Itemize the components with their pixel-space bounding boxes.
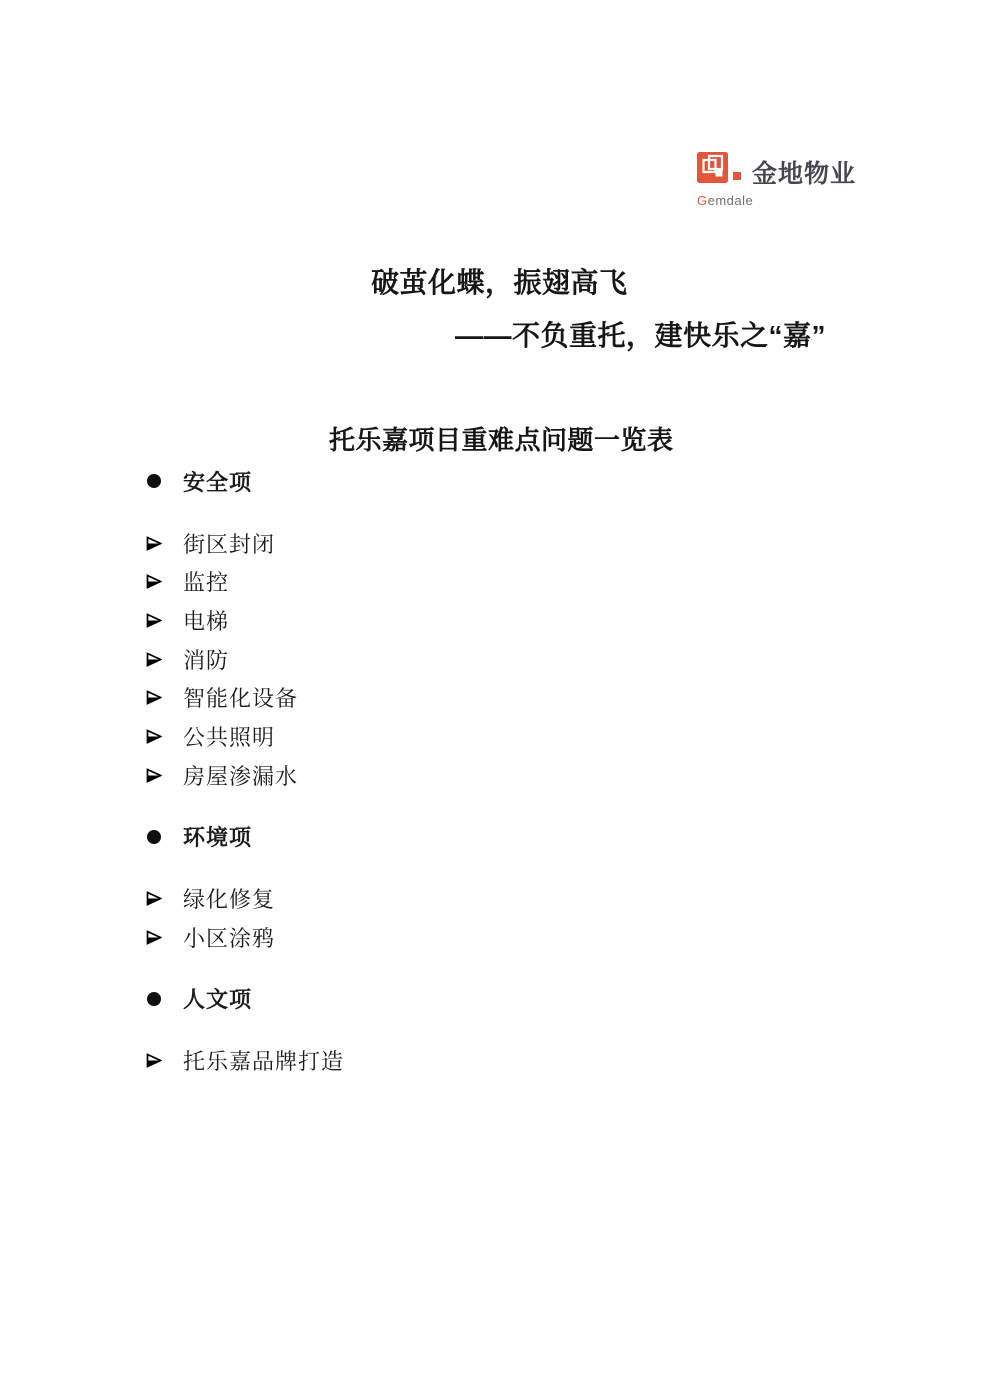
list-item (146, 640, 344, 679)
arrow-bullet-icon (146, 729, 162, 744)
list-item (146, 818, 344, 857)
list-item (146, 879, 344, 918)
list-item-label: 公共照明 (183, 724, 276, 750)
list-item-label: 监控 (183, 570, 230, 596)
arrow-bullet-icon (146, 1053, 162, 1068)
list-item-label: 智能化设备 (183, 686, 299, 712)
list-item (146, 524, 344, 563)
disc-bullet-icon (146, 474, 162, 488)
arrow-bullet-icon (146, 690, 162, 705)
list-item-label: 房屋渗漏水 (183, 763, 299, 789)
gemdale-logo-icon (697, 151, 741, 185)
list-item-label: 人文项 (183, 987, 253, 1013)
list-item-label: 托乐嘉品牌打造 (183, 1049, 345, 1075)
list-item (146, 678, 344, 717)
list-item-label: 绿化修复 (183, 887, 276, 913)
list-item (146, 462, 344, 501)
list-item-label: 消防 (183, 647, 230, 673)
list-item (146, 1041, 344, 1080)
logo-brand-en: Gemdale (697, 193, 754, 208)
list-item-label: 街区封闭 (183, 531, 276, 557)
list-item (146, 980, 344, 1019)
list-item (146, 601, 344, 640)
section-heading: 托乐嘉项目重难点问题一览表 (329, 425, 674, 455)
document-subtitle: ——不负重托，建快乐之“嘉” (455, 320, 827, 351)
arrow-bullet-icon (146, 768, 162, 783)
arrow-bullet-icon (146, 574, 162, 589)
disc-bullet-icon (146, 992, 162, 1006)
arrow-bullet-icon (146, 652, 162, 667)
list-item (146, 918, 344, 957)
arrow-bullet-icon (146, 613, 162, 628)
list-item (146, 717, 344, 756)
logo-brand-cn: 金地物业 (752, 160, 857, 188)
list-item-label: 安全项 (183, 469, 253, 495)
list-item-label: 电梯 (183, 608, 230, 634)
disc-bullet-icon (146, 830, 162, 844)
arrow-bullet-icon (146, 891, 162, 906)
list-item-label: 环境项 (183, 825, 253, 851)
list-item (146, 562, 344, 601)
document-title: 破茧化蝶，振翅高飞 (371, 267, 628, 298)
list-item (146, 756, 344, 795)
list-item-label: 小区涂鸦 (183, 925, 276, 951)
arrow-bullet-icon (146, 930, 162, 945)
arrow-bullet-icon (146, 536, 162, 551)
gemdale-logo (697, 151, 856, 208)
issues-list (146, 462, 344, 1080)
